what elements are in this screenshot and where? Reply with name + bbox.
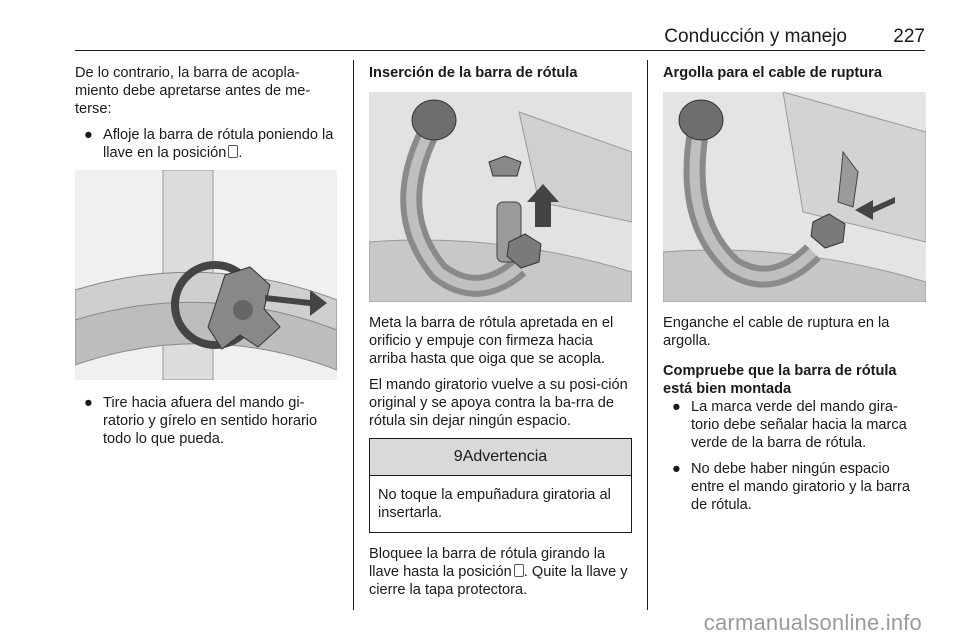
column-2 xyxy=(369,64,632,607)
bullet-green-mark xyxy=(663,398,926,452)
bullet-text: Tire hacia afuera del mando gi-ratorio y gírelo en sentido horario todo lo que pueda. xyxy=(103,395,318,447)
column-1 xyxy=(75,64,340,456)
bullet-mark: ● xyxy=(672,461,681,477)
bullet-no-gap xyxy=(663,460,926,514)
warning-box xyxy=(369,438,632,533)
bullet-mark: ● xyxy=(672,399,681,415)
watermark: carmanualsonline.info xyxy=(703,610,922,635)
intro-text: De lo contrario, la barra de acopla-miento debe apretarse antes de me-terse: xyxy=(75,65,311,117)
heading-insert: Inserción de la barra de rótula xyxy=(369,65,578,81)
lock-para xyxy=(369,545,632,599)
figure-knob-pull xyxy=(75,170,337,380)
page-number: 227 xyxy=(893,26,925,47)
insert-para-1: Meta la barra de rótula apretada en el orificio y empuje con firmeza hacia arriba hasta que oiga que se acopla. xyxy=(369,315,614,367)
heading-check: Compruebe que la barra de rótula está bien montada xyxy=(663,363,897,397)
warning-title: Advertencia xyxy=(462,448,548,465)
ring-para: Enganche el cable de ruptura en la argolla. xyxy=(663,315,890,349)
warning-header xyxy=(370,439,631,476)
figure-insert-ball-bar xyxy=(369,92,632,302)
bullet-text: Afloje la barra de rótula poniendo la llave en la posición xyxy=(103,127,334,161)
page-header xyxy=(75,24,925,51)
bullet-mark: ● xyxy=(84,127,93,143)
bullet-text: La marca verde del mando gira-torio debe señalar hacia la marca verde de la barra de rótula. xyxy=(691,399,907,451)
figure-breakaway-ring xyxy=(663,92,926,302)
lock-text-b: . Quite la llave y cierre la tapa protectora. xyxy=(369,564,628,598)
column-divider-2 xyxy=(647,60,648,610)
warning-text: No toque la empuñadura giratoria al insertarla. xyxy=(378,487,611,521)
bullet-mark: ● xyxy=(84,395,93,411)
key-lock-icon xyxy=(514,564,524,577)
column-3 xyxy=(663,64,926,522)
key-unlock-icon xyxy=(228,145,238,158)
warning-icon: 9 xyxy=(453,448,463,465)
heading-ring: Argolla para el cable de ruptura xyxy=(663,65,882,81)
bullet-loosen: ● Afloje la barra de rótula poniendo la llave en la posición . xyxy=(84,127,334,161)
section-title: Conducción y manejo xyxy=(664,26,847,47)
bullet-text: No debe haber ningún espacio entre el mando giratorio y la barra de rótula. xyxy=(691,461,911,513)
bullet-pull xyxy=(75,394,340,448)
lock-text-a: Bloquee la barra de rótula girando la llave hasta la posición xyxy=(369,546,606,580)
insert-para-2: El mando giratorio vuelve a su posi-ción original y se apoya contra la ba-rra de rótula sin dejar ningún espacio. xyxy=(369,377,628,429)
column-divider-1 xyxy=(353,60,354,610)
